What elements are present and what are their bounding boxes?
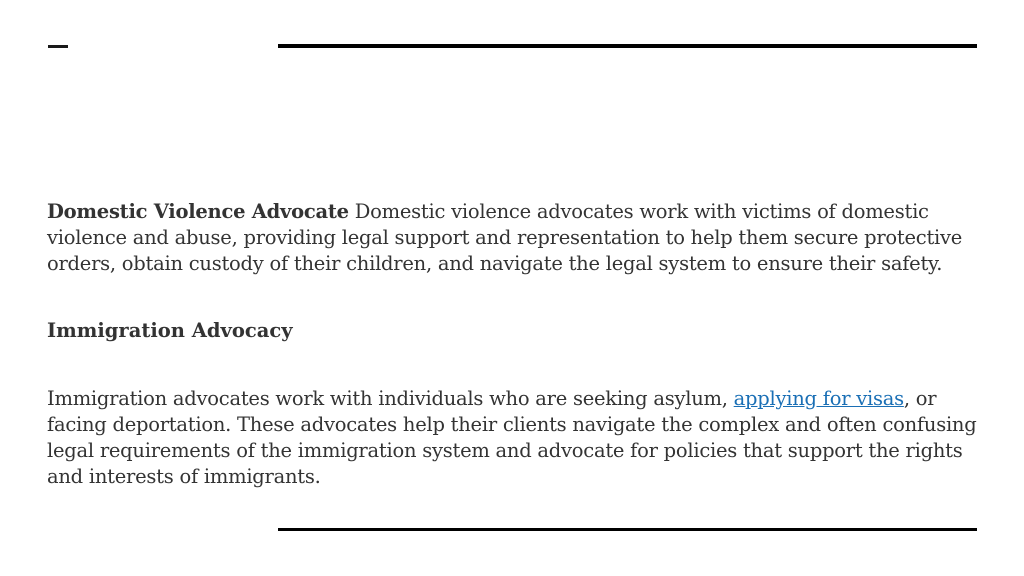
domestic-violence-body: Domestic violence advocates work with victims of domestic violence and abuse, providing legal support and representation to help them secure protective orders, obtain custody of their children, and navigate the legal system to ensure their safety. [47,200,963,275]
domestic-violence-title: Domestic Violence Advocate [47,200,349,223]
domestic-violence-paragraph [47,199,977,277]
immigration-paragraph [47,386,977,490]
short-divider [48,45,68,48]
applying-for-visas-link[interactable]: applying for visas [733,387,904,410]
immigration-heading: Immigration Advocacy [47,319,293,342]
immigration-text-after-link: , or facing deportation. These advocates help their clients navigate the complex and often confusing legal requirements of the immigration system and advocate for policies that support the rights and interests of immigrants. [47,387,977,488]
top-divider [278,44,977,48]
bottom-divider [278,528,977,531]
immigration-text-before-link: Immigration advocates work with individuals who are seeking asylum, [47,387,734,410]
